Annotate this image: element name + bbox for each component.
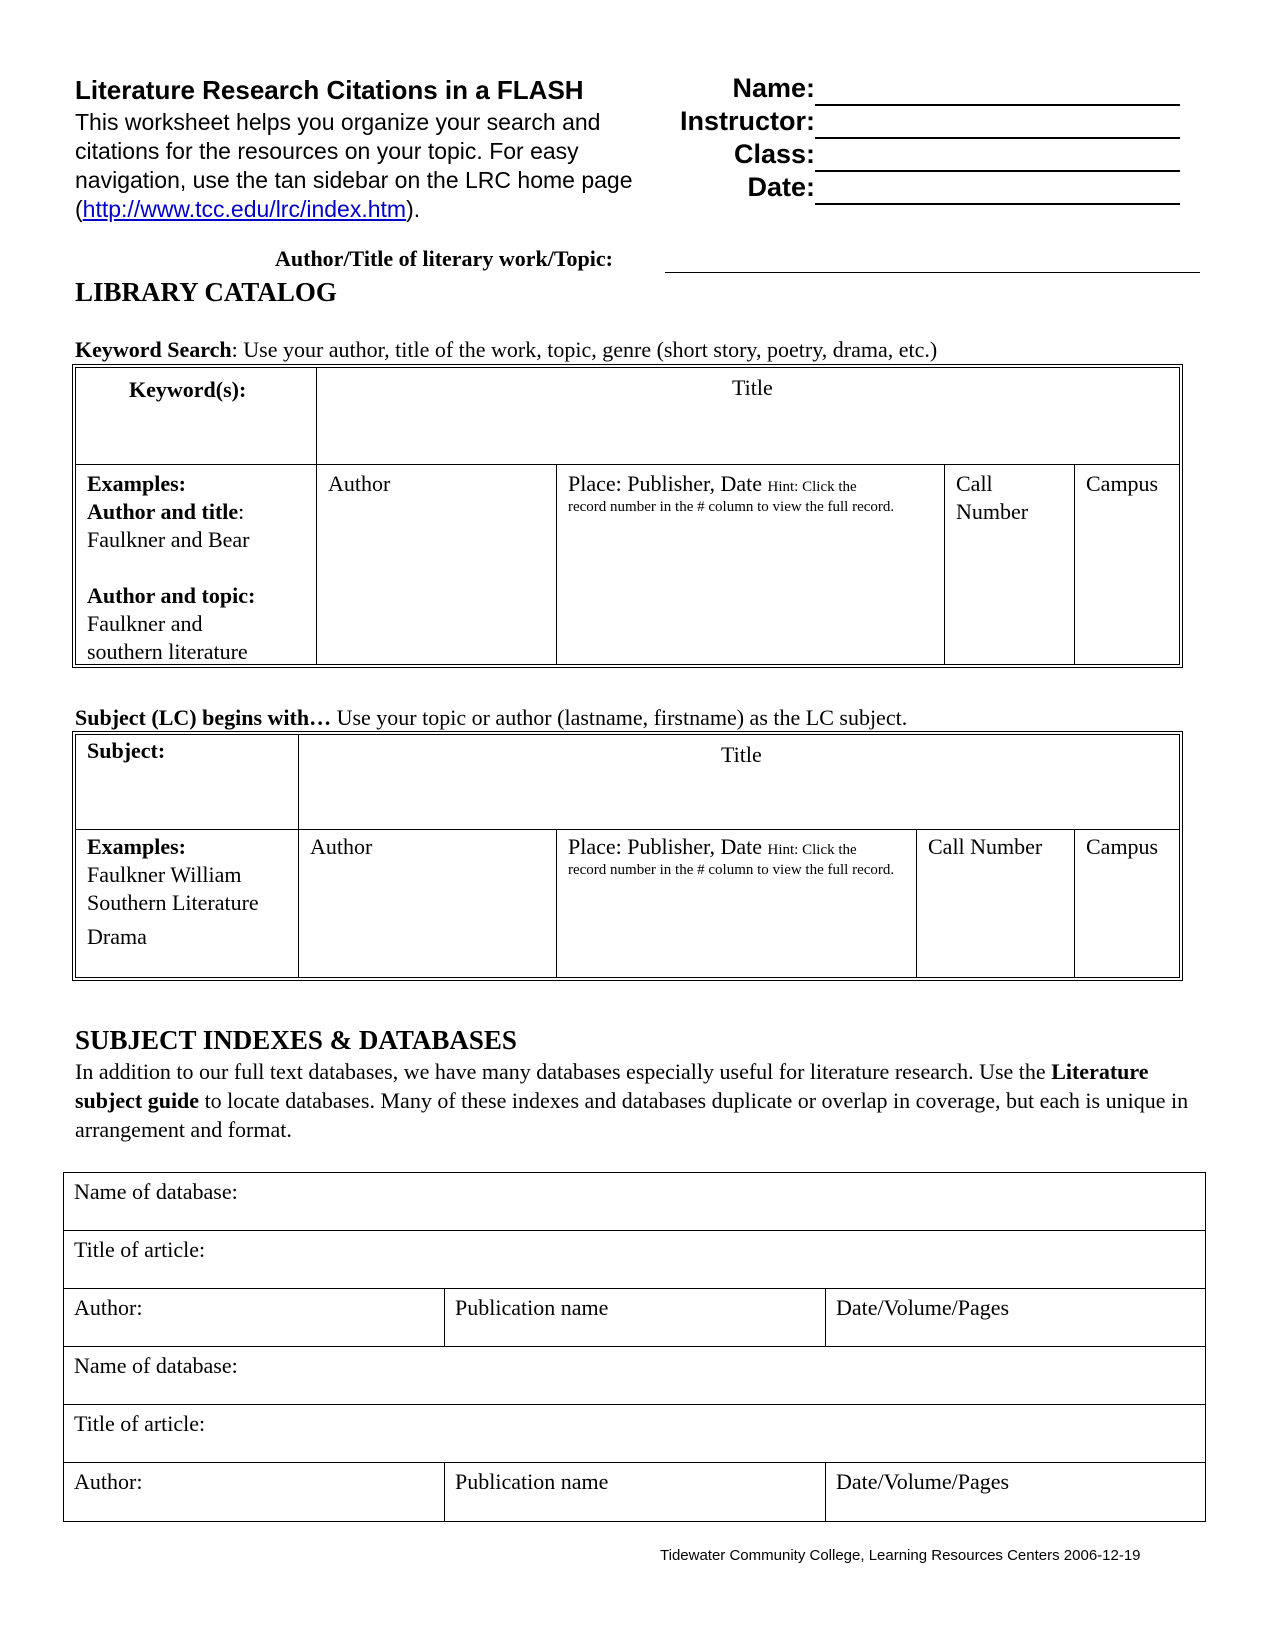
topic-line[interactable] <box>665 272 1200 273</box>
table-row <box>64 1289 1205 1347</box>
hint-rest: record number in the # column to view the full record. <box>568 499 895 515</box>
table-divider <box>556 829 557 977</box>
subject-search-text: Use your topic or author (lastname, firstname) as the LC subject. <box>331 705 908 730</box>
instructor-line[interactable] <box>815 137 1180 139</box>
date-label: Date: <box>747 172 815 202</box>
keyword-search-instructions <box>75 337 937 363</box>
call-number-header: Call Number <box>928 834 1043 859</box>
table-row <box>64 1231 1205 1289</box>
library-catalog-heading: LIBRARY CATALOG <box>75 277 337 307</box>
para-text-1: In addition to our full text databases, we have many databases especially useful for literature research. Use the <box>75 1059 1052 1084</box>
table-divider <box>916 829 917 977</box>
table-divider <box>1074 464 1075 664</box>
class-line[interactable] <box>815 170 1180 172</box>
document-title: Literature Research Citations in a FLASH <box>75 75 584 105</box>
name-label: Name: <box>732 73 815 103</box>
author-title-label: Author and title <box>87 499 239 524</box>
examples-label: Examples: <box>87 834 186 859</box>
para-text-2: to locate databases. Many of these indexes and databases duplicate or overlap in coverage, but each is unique in arrangement and format. <box>75 1088 1189 1142</box>
subject-examples <box>87 833 297 951</box>
place-header: Place: Publisher, Date <box>568 834 763 859</box>
article-title-field[interactable]: Title of article: <box>74 1411 206 1436</box>
author-topic-example-1: Faulkner and <box>87 611 203 636</box>
keyword-search-text: : Use your author, title of the work, topic, genre (short story, poetry, drama, etc.) <box>231 337 938 362</box>
date-volume-pages-field[interactable]: Date/Volume/Pages <box>825 1463 1204 1521</box>
campus-header: Campus <box>1086 471 1159 496</box>
database-citation-table <box>63 1172 1206 1522</box>
subject-search-instructions <box>75 705 907 731</box>
table-divider <box>556 464 557 664</box>
date-volume-pages-field[interactable]: Date/Volume/Pages <box>825 1289 1204 1346</box>
table-divider <box>1074 829 1075 977</box>
keywords-header: Keyword(s): <box>129 377 247 402</box>
author-topic-label: Author and topic: <box>87 583 256 608</box>
table-divider <box>944 464 945 664</box>
place-header-cell <box>568 833 908 880</box>
footer-credit: Tidewater Community College, Learning Resources Centers 2006-12-19 <box>660 1547 1141 1564</box>
subject-indexes-heading: SUBJECT INDEXES & DATABASES <box>75 1025 517 1055</box>
subject-search-label: Subject (LC) begins with… <box>75 705 332 730</box>
table-divider <box>76 464 1179 465</box>
place-header-cell <box>568 470 938 517</box>
title-header: Title <box>732 375 773 400</box>
call-header-line-1: Call <box>956 471 993 496</box>
hint-rest: record number in the # column to view the full record. <box>568 862 895 878</box>
name-line[interactable] <box>815 104 1180 106</box>
call-header-line-2: Number <box>956 499 1029 524</box>
publication-name-field[interactable]: Publication name <box>444 1289 825 1346</box>
hint-inline: Hint: Click the <box>767 842 857 858</box>
table-divider <box>298 735 299 977</box>
hint-inline: Hint: Click the <box>767 479 857 495</box>
examples-label: Examples: <box>87 471 186 496</box>
table-row <box>64 1347 1205 1405</box>
publication-name-field[interactable]: Publication name <box>444 1463 825 1521</box>
author-title-colon: : <box>238 499 245 524</box>
lrc-home-link[interactable]: http://www.tcc.edu/lrc/index.htm <box>82 196 407 222</box>
date-line[interactable] <box>815 203 1180 205</box>
table-row <box>64 1405 1205 1463</box>
keyword-examples <box>87 470 307 666</box>
topic-label: Author/Title of literary work/Topic: <box>275 246 613 271</box>
table-divider <box>316 368 317 664</box>
keyword-search-label: Keyword Search <box>75 337 232 362</box>
keyword-search-table <box>72 364 1183 668</box>
instructor-label: Instructor: <box>680 106 815 136</box>
author-header: Author <box>310 834 373 859</box>
table-row <box>64 1173 1205 1231</box>
table-divider <box>76 829 1179 830</box>
author-field[interactable]: Author: <box>74 1469 143 1494</box>
table-row <box>64 1463 1205 1521</box>
subject-example-1: Faulkner William <box>87 862 242 887</box>
campus-header: Campus <box>1086 834 1159 859</box>
intro-text-end: ). <box>406 196 421 222</box>
class-label: Class: <box>733 139 815 169</box>
subject-indexes-paragraph <box>75 1057 1215 1144</box>
subject-example-3: Drama <box>87 924 147 949</box>
author-topic-example-2: southern literature <box>87 639 248 664</box>
title-header: Title <box>721 742 762 767</box>
database-name-field[interactable]: Name of database: <box>74 1179 238 1204</box>
subject-header: Subject: <box>87 738 166 763</box>
author-header: Author <box>328 471 391 496</box>
place-header: Place: Publisher, Date <box>568 471 763 496</box>
subject-example-2: Southern Literature <box>87 890 259 915</box>
author-field[interactable]: Author: <box>74 1295 143 1320</box>
author-title-example: Faulkner and Bear <box>87 527 250 552</box>
article-title-field[interactable]: Title of article: <box>74 1237 206 1262</box>
subject-search-table <box>72 731 1183 981</box>
literature-subject-guide: Literature subject guide <box>75 1059 1149 1113</box>
database-name-field[interactable]: Name of database: <box>74 1353 238 1378</box>
intro-text: This worksheet helps you organize your search and citations for the resources on your topic. For easy navigation, use the tan sidebar on the LRC home page ( <box>75 109 633 222</box>
call-number-header <box>956 470 1028 526</box>
